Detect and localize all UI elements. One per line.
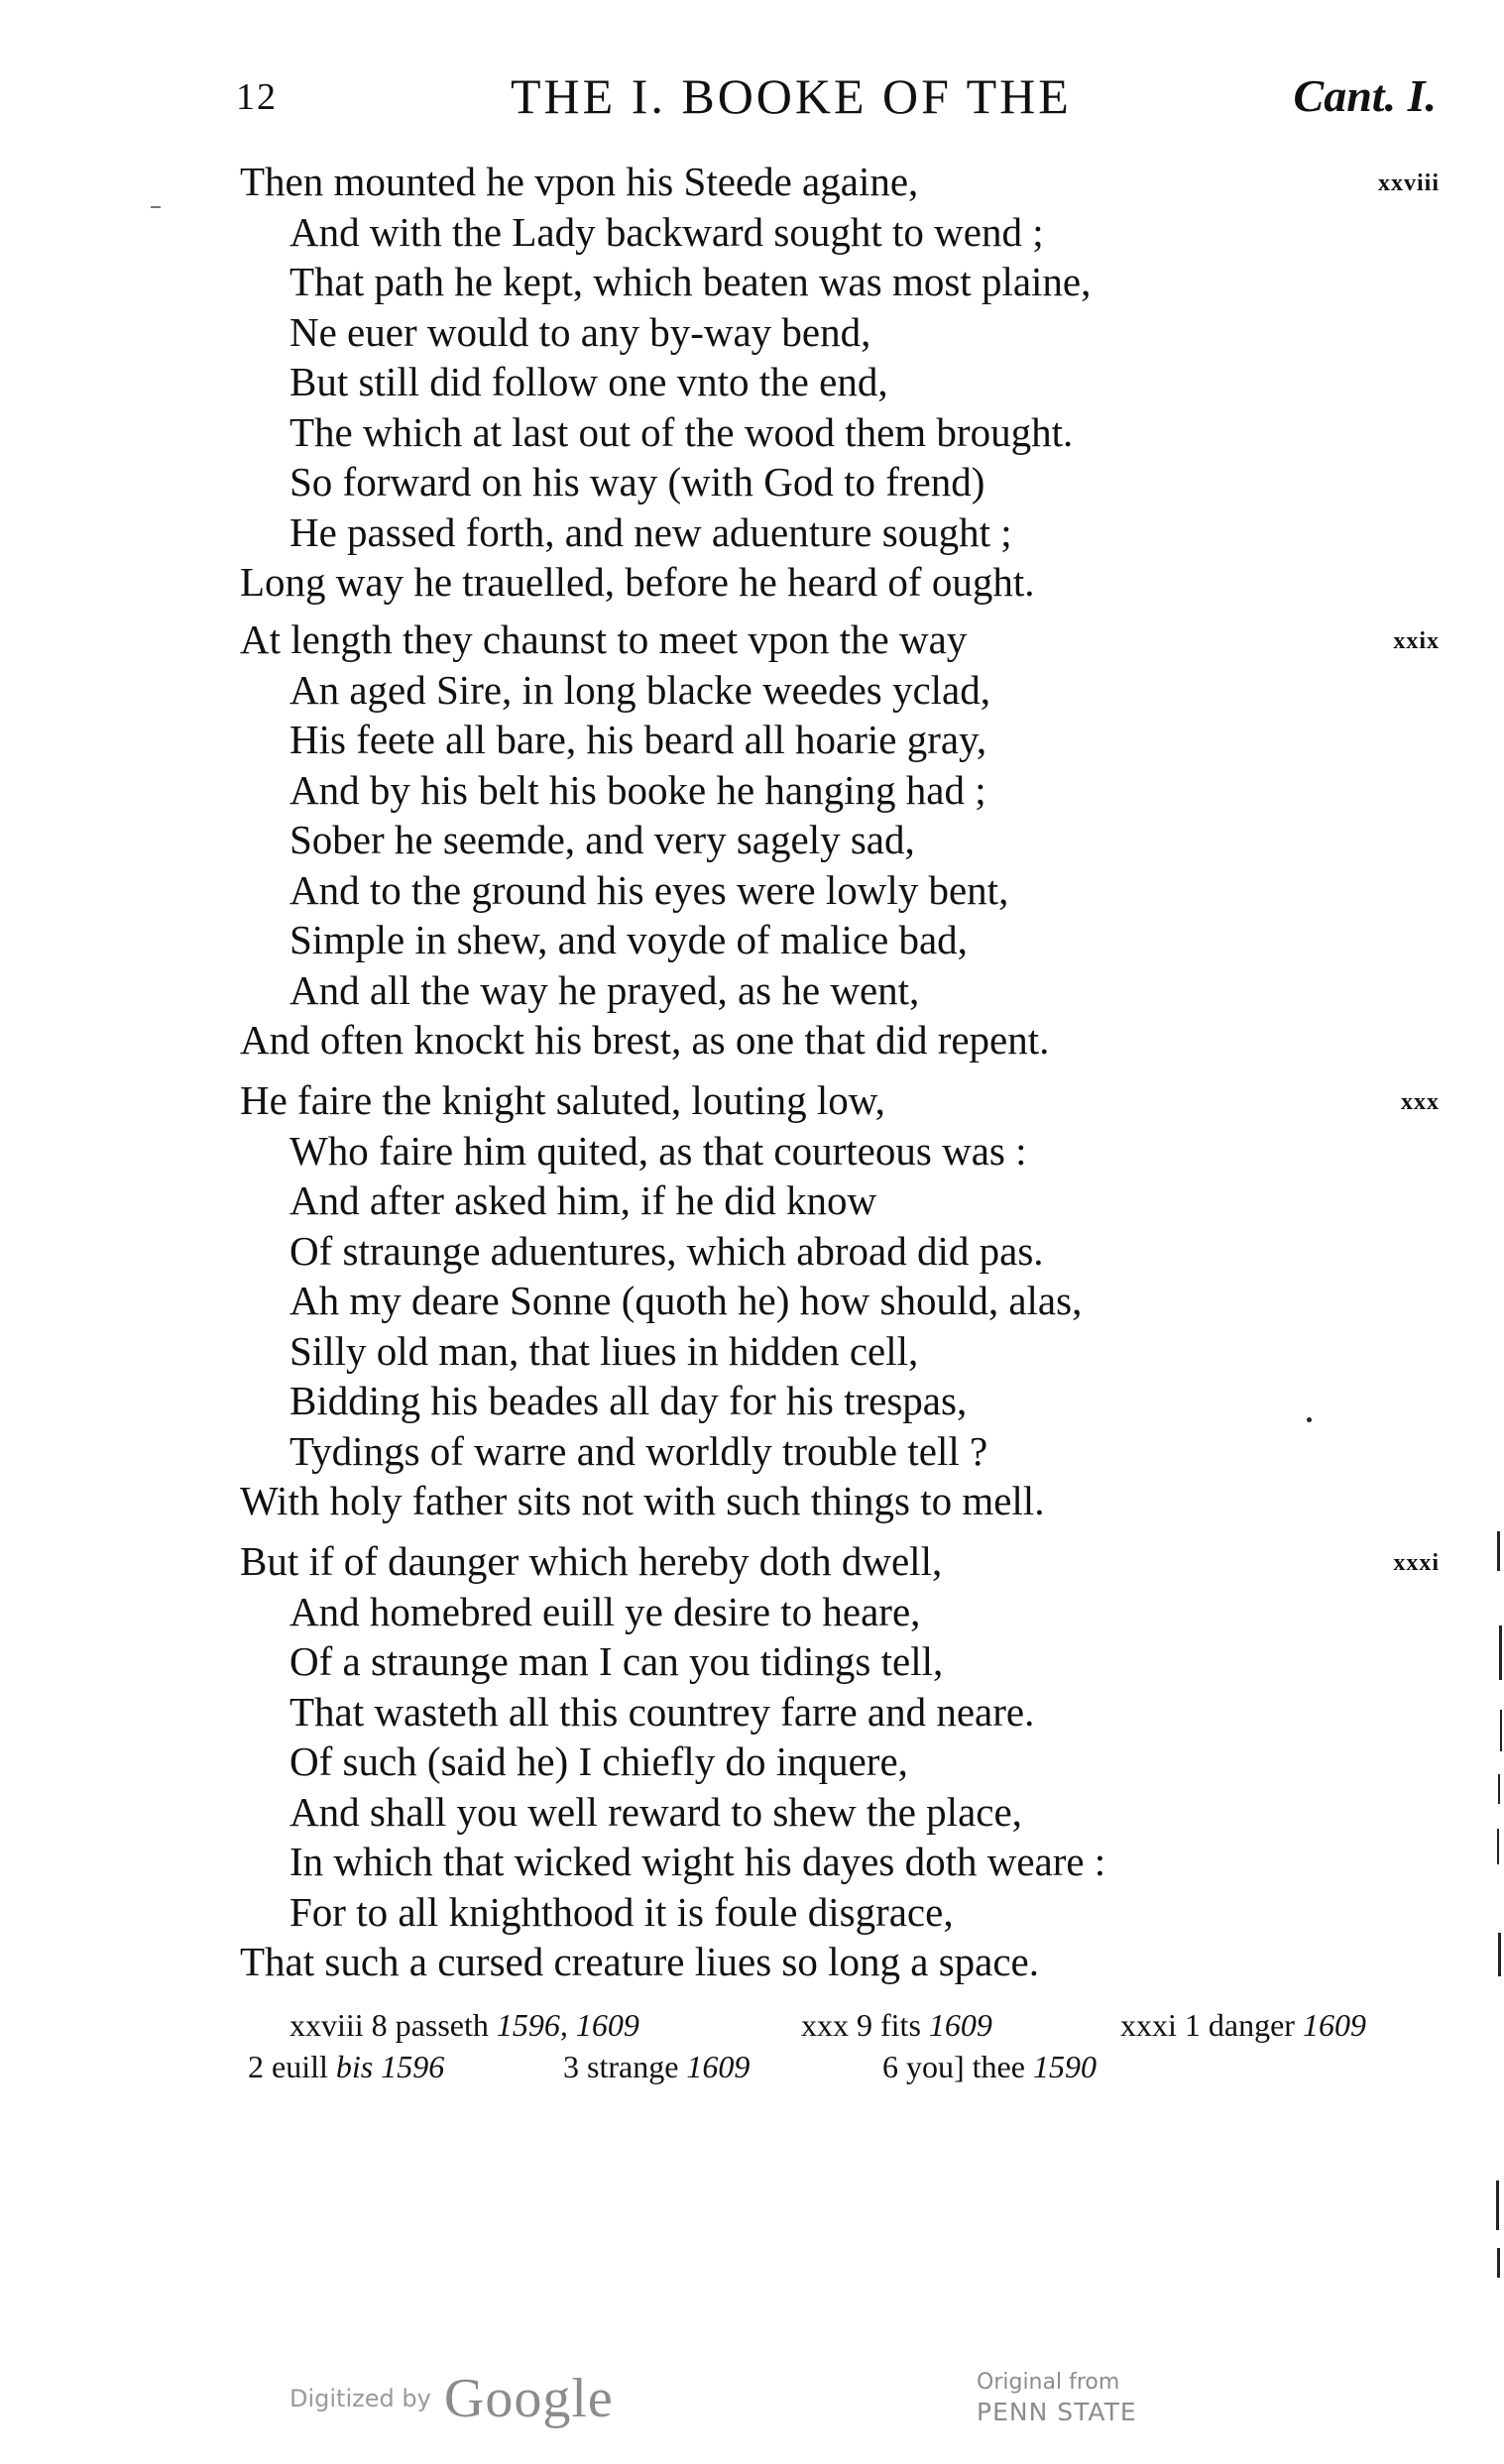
verse-line: Sober he seemde, and very sagely sad, bbox=[289, 817, 915, 862]
original-from-text: Original from bbox=[977, 2370, 1120, 2395]
verse-line: He passed forth, and new aduenture sought ; bbox=[289, 508, 1012, 555]
scan-artifact bbox=[1307, 1417, 1312, 1422]
stanza-numeral: xxviii bbox=[1377, 170, 1440, 196]
original-from-watermark bbox=[977, 2369, 1137, 2428]
verse-line: Long way he trauelled, before he heard of ought. bbox=[240, 559, 1035, 605]
verse-line: His feete all bare, his beard all hoarie gray, bbox=[289, 717, 987, 762]
scan-artifact bbox=[1497, 1531, 1500, 1571]
verse-line: In which that wicked wight his dayes doth weare : bbox=[289, 1839, 1106, 1884]
verse-line: Of a straunge man I can you tidings tell, bbox=[289, 1638, 944, 1684]
institution-name: PENN STATE bbox=[977, 2398, 1137, 2426]
stanza-xxx bbox=[240, 1075, 1440, 1526]
verse-line: And shall you well reward to shew the place, bbox=[289, 1788, 1022, 1835]
verse-line: And after asked him, if he did know bbox=[289, 1177, 877, 1223]
verse-line: And often knockt his brest, as one that did repent. bbox=[240, 1017, 1050, 1063]
scan-artifact bbox=[1497, 2248, 1500, 2278]
note-3-strange: 3 strange 1609 bbox=[563, 2049, 751, 2084]
verse-line: He faire the knight saluted, louting low, bbox=[240, 1077, 885, 1123]
scan-artifact bbox=[1500, 1710, 1502, 1751]
note-6-you: 6 you] thee 1590 bbox=[882, 2049, 1097, 2084]
note-2-euill: 2 euill bis 1596 bbox=[248, 2049, 445, 2084]
running-title: THE I. BOOKE OF THE bbox=[511, 68, 1072, 124]
note-line-1 bbox=[248, 2004, 1447, 2046]
stanza-numeral: xxix bbox=[1393, 628, 1440, 654]
stanza-xxviii bbox=[240, 157, 1440, 608]
digitized-by-watermark bbox=[289, 2367, 614, 2430]
stanza-numeral: xxx bbox=[1401, 1089, 1440, 1115]
verse-line: Of straunge aduentures, which abroad did pas. bbox=[289, 1227, 1044, 1274]
note-xxviii-8: xxviii 8 passeth 1596, 1609 bbox=[289, 2007, 639, 2043]
verse-line: And by his belt his booke he hanging had ; bbox=[289, 766, 986, 813]
verse-line: Tydings of warre and worldly trouble tell ? bbox=[289, 1427, 988, 1474]
stanza-numeral: xxxi bbox=[1393, 1550, 1440, 1576]
stanza-xxxi bbox=[240, 1536, 1440, 1987]
verse-line: Silly old man, that liues in hidden cell, bbox=[289, 1327, 919, 1374]
verse-line: That wasteth all this countrey farre and neare. bbox=[289, 1688, 1035, 1735]
verse-line: But if of daunger which hereby doth dwell, bbox=[240, 1538, 943, 1584]
scan-artifact bbox=[1498, 1774, 1500, 1804]
running-header bbox=[0, 67, 1504, 127]
verse-line: And all the way he prayed, as he went, bbox=[289, 966, 920, 1013]
scan-artifact bbox=[151, 206, 161, 208]
verse-line: And with the Lady backward sought to wend ; bbox=[289, 208, 1044, 255]
verse-line: Bidding his beades all day for his trespas, bbox=[289, 1378, 968, 1423]
page-number: 12 bbox=[236, 76, 278, 118]
canto-label: Cant. I. bbox=[1293, 70, 1437, 121]
scan-artifact bbox=[1499, 1625, 1502, 1680]
verse-line: So forward on his way (with God to frend) bbox=[289, 459, 985, 504]
textual-notes bbox=[248, 2004, 1447, 2087]
verse-line: That such a cursed creature liues so long a space. bbox=[240, 1939, 1040, 1984]
scan-artifact bbox=[1496, 2181, 1499, 2230]
scan-artifact bbox=[1497, 1829, 1499, 1864]
verse-line: And to the ground his eyes were lowly bent, bbox=[289, 866, 1009, 913]
verse-line: Simple in shew, and voyde of malice bad, bbox=[289, 917, 968, 962]
verse-line: The which at last out of the wood them brought. bbox=[289, 408, 1074, 455]
verse-line: With holy father sits not with such things to mell. bbox=[240, 1478, 1045, 1523]
note-xxx-9: xxx 9 fits 1609 bbox=[801, 2007, 992, 2043]
verse-line: Of such (said he) I chiefly do inquere, bbox=[289, 1738, 908, 1784]
verse-line: But still did follow one vnto the end, bbox=[289, 359, 888, 404]
note-xxxi-1: xxxi 1 danger 1609 bbox=[1120, 2007, 1366, 2043]
digitized-by-text: Digitized by bbox=[289, 2385, 431, 2412]
verse-line: At length they chaunst to meet vpon the way bbox=[240, 616, 968, 662]
note-line-2 bbox=[248, 2046, 1447, 2087]
stanza-xxix bbox=[240, 615, 1440, 1065]
verse-line: Ne euer would to any by-way bend, bbox=[289, 308, 871, 355]
verse-line: Then mounted he vpon his Steede againe, bbox=[240, 159, 919, 204]
verse-line: That path he kept, which beaten was most plaine, bbox=[289, 259, 1092, 304]
verse-line: Ah my deare Sonne (quoth he) how should, alas, bbox=[289, 1278, 1083, 1323]
verse-line: For to all knighthood it is foule disgrace, bbox=[289, 1888, 954, 1935]
google-logo: Google bbox=[443, 2368, 614, 2429]
verse-line: An aged Sire, in long blacke weedes yclad, bbox=[289, 666, 991, 713]
verse-line: And homebred euill ye desire to heare, bbox=[289, 1588, 921, 1634]
verse-line: Who faire him quited, as that courteous was : bbox=[289, 1127, 1027, 1174]
scan-artifact bbox=[1498, 1933, 1501, 1976]
